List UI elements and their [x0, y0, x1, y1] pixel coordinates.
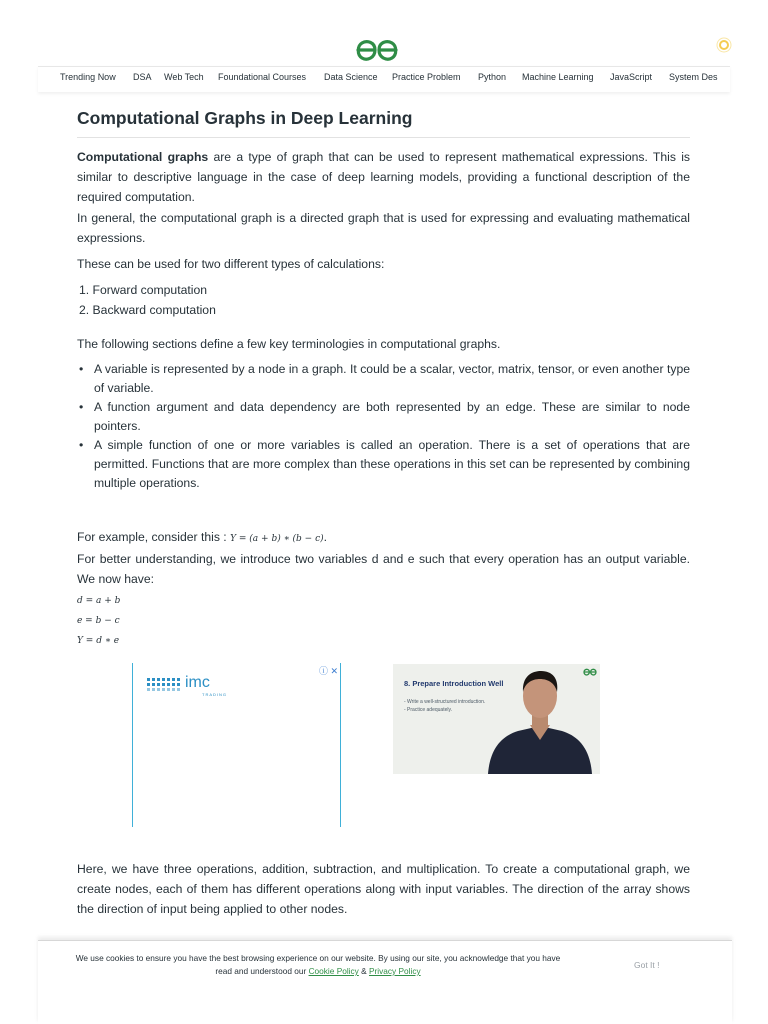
sun-icon[interactable] — [716, 37, 732, 53]
example-intro: For example, consider this : — [77, 530, 231, 544]
presenter-image — [488, 668, 600, 774]
equations — [77, 591, 690, 651]
cookie-banner — [38, 940, 732, 1024]
got-it-button[interactable]: Got It ! — [634, 960, 660, 970]
nav-machine-learning[interactable]: Machine Learning — [522, 72, 594, 82]
ad-brand: imc — [185, 674, 210, 691]
nav-foundational-courses[interactable]: Foundational Courses — [218, 72, 307, 82]
nav-practice-problem[interactable]: Practice Problem — [392, 72, 461, 82]
equation: Y = d ∗ e — [77, 636, 120, 646]
cookie-amp: & — [358, 966, 369, 976]
cookie-line1: We use cookies to ensure you have the best browsing experience on our website. By using our site, you acknowledge that you have — [75, 953, 561, 963]
ad-choices-icon[interactable]: ⓘ ✕ — [318, 666, 338, 676]
operations-paragraph: Here, we have three operations, addition, subtraction, and multiplication. To create a computational graph, we create nodes, each of them has different operations along with input variables. The direction of the array shows the direction of input being applied to other nodes. — [77, 862, 690, 916]
nav-web-tech[interactable]: Web Tech — [164, 72, 204, 82]
terminology-paragraph: The following sections define a few key terminologies in computational graphs. — [77, 337, 501, 351]
example-formula: Y = (a + b) ∗ (b − c) — [230, 534, 324, 544]
video-bullet: - Practice adequately. — [404, 707, 452, 713]
video-bullet: - Write a well-structured introduction. — [404, 699, 486, 705]
nav-data-science[interactable]: Data Science — [324, 72, 378, 82]
article — [77, 104, 690, 651]
list-item: 2. Backward computation — [79, 303, 216, 317]
example-end: . — [323, 530, 328, 544]
nav-python[interactable]: Python — [478, 72, 507, 82]
gfg-logo-icon[interactable] — [355, 38, 399, 62]
equation: e = b − c — [77, 616, 120, 626]
calc-types-list — [77, 280, 690, 320]
list-item: • A function argument and data dependency are both represented by an edge. These are similar to node pointers. — [77, 398, 690, 436]
nav-system-design[interactable]: System Des — [669, 72, 718, 82]
top-nav — [38, 66, 730, 92]
equation: d = a + b — [77, 596, 121, 606]
list-item: 1. Forward computation — [79, 283, 208, 297]
terminology-list — [77, 360, 690, 493]
intro-text: are a type of graph that can be used to represent mathematical expressions. This is similar to descriptive language in the case of deep learning models, providing a functional description of the required computation. — [77, 150, 690, 204]
page-title: Computational Graphs in Deep Learning — [77, 104, 690, 138]
intro-bold-term: Computational graphs — [77, 150, 209, 164]
nav-javascript[interactable]: JavaScript — [610, 72, 653, 82]
general-paragraph: In general, the computational graph is a directed graph that is used for expressing and evaluating mathematical expressions. — [77, 211, 690, 245]
video-title: 8. Prepare Introduction Well — [404, 679, 504, 688]
cookie-line2: read and understood our — [215, 966, 309, 976]
imc-trading-logo[interactable] — [147, 674, 227, 697]
advertisement[interactable] — [132, 663, 341, 827]
video-player[interactable] — [393, 664, 600, 774]
intro-paragraph — [77, 147, 690, 207]
cookie-text — [48, 952, 588, 978]
nav-trending-now[interactable]: Trending Now — [60, 72, 116, 82]
ad-brand-sub: TRADING — [202, 692, 227, 697]
list-item: • A simple function of one or more variables is called an operation. There is a set of operations that are permitted. Functions that are more complex than these operations in this set can be represented by combining multiple operations. — [77, 436, 690, 493]
types-paragraph: These can be used for two different types of calculations: — [77, 257, 385, 271]
dots-icon — [147, 677, 181, 691]
list-item: • A variable is represented by a node in a graph. It could be a scalar, vector, matrix, tensor, or even another type of variable. — [77, 360, 690, 398]
privacy-policy-link[interactable]: Privacy Policy — [368, 966, 421, 976]
cookie-policy-link[interactable]: Cookie Policy — [308, 966, 359, 976]
nav-dsa[interactable]: DSA — [133, 72, 152, 82]
variables-paragraph: For better understanding, we introduce two variables d and e such that every operation has an output variable. We now have: — [77, 552, 690, 586]
site-header — [0, 0, 768, 96]
example-paragraph — [77, 527, 690, 549]
